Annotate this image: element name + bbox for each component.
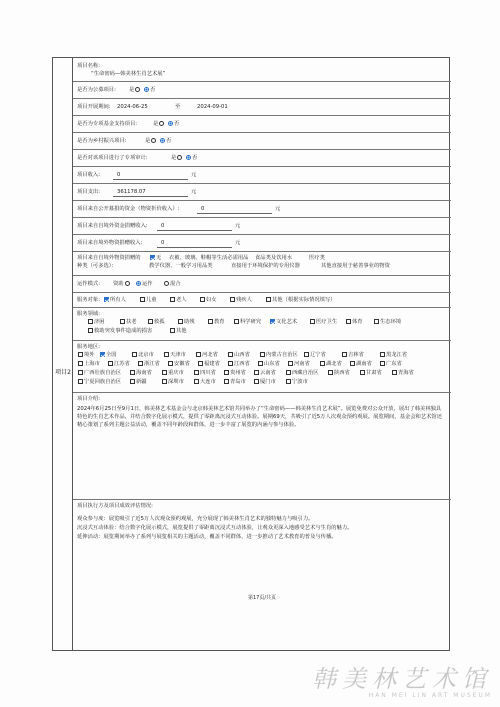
charity-no-label: 否 [150,87,156,93]
field-checkbox[interactable] [88,328,93,333]
region-option [197,361,220,368]
target-checkbox[interactable] [200,297,205,302]
region-option-label: 宁夏回族自治区 [84,379,122,385]
region-checkbox[interactable] [392,370,397,375]
side-label: 项目2 [55,369,71,376]
rural-yes-label: 是 [145,138,151,144]
region-checkbox[interactable] [100,352,105,357]
region-checkbox[interactable] [224,379,229,384]
field-option [233,319,261,326]
charity-yes-radio[interactable] [135,87,140,92]
region-option-label: 大连市 [200,379,216,385]
target-option-label: 妇女 [206,297,217,303]
region-checkbox[interactable] [304,352,309,357]
field-option-label: 助残 [184,319,195,325]
row-project-name [73,58,451,82]
target-option [229,297,252,304]
mode-label: 运作模式: [77,281,100,287]
mode-option-fund [113,281,131,288]
row-income [73,167,451,184]
rural-options [145,138,171,145]
project-name-value: “生命密码—韩美林生肖艺术展” [91,71,166,77]
public-income-unit: 元 [275,206,281,212]
field-option [373,319,401,326]
region-option-label: 重庆市 [168,370,184,376]
period-start: 2024-06-25 [117,104,148,110]
field-checkbox[interactable] [148,319,153,324]
project-table [52,57,450,651]
region-option [349,361,372,368]
region-option [161,379,184,386]
self-income-unit: 元 [235,223,241,229]
mode-operate-radio[interactable] [136,281,141,286]
region-checkbox[interactable] [258,361,263,366]
field-option-label: 文化艺术 [276,319,298,325]
region-option [193,379,216,386]
field-option-label: 教育 [214,319,225,325]
region-option-label: 河南省 [294,361,310,367]
region-option [227,361,250,368]
region-option [195,352,218,359]
region-checkbox[interactable] [194,370,199,375]
effect-line: 沉浸式互动体验：结合数字化展示模式，展览提供了零距离沉浸式互动体验，让观众更深入地感受艺术与生肖的魅力。 [77,525,353,531]
region-option [129,379,147,386]
field-option [269,319,297,326]
region-checkbox[interactable] [162,370,167,375]
region-checkbox[interactable] [228,352,233,357]
region-checkbox[interactable] [138,361,143,366]
field-option-label: 体育 [352,319,363,325]
self-income-underline [157,230,232,231]
field-checkbox[interactable] [88,319,93,324]
museum-watermark [312,659,492,699]
target-option-label: 老人 [176,297,187,303]
region-checkbox[interactable] [228,361,233,366]
field-option [345,319,363,326]
region-option-label: 全国 [106,352,117,358]
row-field [73,308,451,341]
field-checkbox[interactable] [178,319,183,324]
region-option-label: 北京市 [138,352,154,358]
region-checkbox[interactable] [288,361,293,366]
income-label: 项目收入: [77,172,100,178]
region-option-label: 青海省 [398,370,414,376]
region-option-label: 安徽省 [174,361,190,367]
region-checkbox[interactable] [196,352,201,357]
expense-label: 项目支出: [77,189,100,195]
region-option [319,361,342,368]
field-checkbox[interactable] [234,319,239,324]
region-option [137,361,160,368]
region-option [193,370,216,377]
mode-mixed-label: 混合 [170,281,181,287]
field-checkbox[interactable] [208,319,213,324]
goods-line1-item: 衣被、玻璃、鞋帽等生活必需用品 [169,255,249,261]
region-option [163,352,186,359]
region-option-label: 江西省 [234,361,250,367]
mode-option-operate [135,281,153,288]
income-value: 0 [117,172,121,178]
field-checkbox[interactable] [374,319,379,324]
region-option-label: 西藏自治区 [292,370,319,376]
region-option [285,370,319,377]
row-goods-type [73,252,451,276]
row-audit [73,150,451,167]
region-option-label: 黑龙江省 [386,352,408,358]
rural-yes-radio[interactable] [151,138,156,143]
goods-type-label-1: 项目来自自境外物资捐赠的 [77,255,141,261]
region-option [257,361,280,368]
region-option [99,352,117,359]
region-option-label: 云南省 [260,370,276,376]
region-checkbox[interactable] [130,370,135,375]
row-expense [73,184,451,201]
field-checkbox[interactable] [270,319,275,324]
audit-yes-radio[interactable] [177,155,182,160]
region-option-label: 天津市 [170,352,186,358]
goods-line1-item: 医疗类 [309,255,325,261]
special-fund-no-label: 否 [174,121,180,127]
target-option-label: 其他（根据实际情况填写） [272,297,336,303]
field-checkbox[interactable] [346,319,351,324]
region-option [77,379,121,386]
target-option [169,297,187,304]
row-goods-income [73,235,451,252]
target-checkbox[interactable] [170,297,175,302]
period-end: 2024-09-01 [197,104,228,110]
region-checkbox[interactable] [360,370,365,375]
region-option [379,352,407,359]
region-checkbox[interactable] [342,352,347,357]
region-checkbox[interactable] [194,379,199,384]
target-all-checkbox[interactable] [104,297,109,302]
region-checkbox[interactable] [108,361,113,366]
region-checkbox[interactable] [130,379,135,384]
region-option [227,352,250,359]
region-option [161,370,184,377]
income-unit: 元 [191,172,197,178]
region-checkbox[interactable] [78,370,83,375]
region-option-label: 海南省 [136,370,152,376]
region-checkbox[interactable] [168,361,173,366]
audit-no-label: 否 [192,155,198,161]
region-checkbox[interactable] [380,361,385,366]
goods-line2-item: 教学仪器、一般学习用品类 [149,263,213,269]
region-checkbox[interactable] [78,352,83,357]
region-option [287,361,310,368]
charity-options [129,87,155,94]
region-checkbox[interactable] [254,370,259,375]
region-checkbox[interactable] [286,370,291,375]
expense-value: 361178.07 [117,189,146,195]
goods-income-underline [157,247,232,248]
field-option [87,319,105,326]
goods-line2-item: 直接用于环境保护的专用仪器 [231,263,300,269]
region-option-label: 吉林省 [348,352,364,358]
region-option [253,370,276,377]
target-option [103,297,126,304]
region-option [77,370,121,377]
field-option-label: 医疗卫生 [316,319,338,325]
field-option [207,319,225,326]
region-checkbox[interactable] [320,361,325,366]
goods-income-label: 项目来自境外物资捐赠收入: [77,240,143,246]
region-option-label: 境外 [84,352,95,358]
watermark-text: HAN MEI LIN ART MUSEUM [368,692,492,699]
goods-line1-item: 食品类及饮用水 [255,255,293,261]
region-option [253,379,276,386]
region-checkbox[interactable] [132,352,137,357]
region-option-label: 宁波市 [292,379,308,385]
field-option [169,328,187,335]
field-option [177,319,195,326]
special-fund-options [153,121,179,128]
intro-text: 2024年6月25日至9月1日，韩美林艺术基金会与北京韩美林艺术馆共同举办了“生命密码——韩美林生肖艺术展”。展览免费对公众开放，展出了韩美林独具特色的生肖艺术作品，并结合数字化展示模式，提供了零距离沉浸式互动体验。展期69天，共吸引了近5万人次观众预约观展。展览期间，基金会和艺术馆还精心策划了系列主题公益活动，覆盖不同年龄段和群体，进一步丰富了展览的内涵与参与体验。 [77,406,443,428]
audit-no-radio[interactable] [186,155,191,160]
target-option [139,297,157,304]
goods-none [149,255,161,262]
region-option-label: 新疆 [136,379,147,385]
goods-none-checkbox[interactable] [150,255,155,260]
region-option [391,370,414,377]
field-option-label: 救孤 [154,319,165,325]
page-number: 第17页/共页 [247,595,277,601]
charity-label: 是否为公募项目: [77,87,116,93]
region-option [77,352,95,359]
special-fund-label: 是否为专项基金支持项目: [77,121,138,127]
effect-line: 观众参与度：展览吸引了近5万人次观众预约观展，充分展现了韩美林生肖艺术的独特魅力与吸引力。 [77,516,314,522]
special-fund-yes-radio[interactable] [159,121,164,126]
region-option-label: 江苏省 [114,361,130,367]
region-option [379,361,402,368]
region-checkbox[interactable] [78,379,83,384]
region-checkbox[interactable] [224,370,229,375]
region-option-label: 陕西省 [334,370,350,376]
field-option-label: 扶老 [126,319,137,325]
row-effect [73,500,451,652]
region-option [359,370,382,377]
period-label: 项目开展期间: [77,104,111,110]
region-option-label: 厦门市 [260,379,276,385]
field-option [147,319,165,326]
public-income-value: 0 [201,206,205,212]
rural-label: 是否为乡村振兴项目: [77,138,127,144]
rural-no-radio[interactable] [160,138,165,143]
field-option [119,319,137,326]
region-checkbox[interactable] [260,352,265,357]
region-option [259,352,298,359]
region-option-label: 山西省 [234,352,250,358]
field-option-label: 济困 [94,319,105,325]
region-checkbox[interactable] [254,379,259,384]
region-option [223,370,246,377]
region-checkbox[interactable] [198,361,203,366]
rural-no-label: 否 [166,138,172,144]
goods-income-unit: 元 [235,240,241,246]
region-option-label: 四川省 [200,370,216,376]
row-region [73,341,451,393]
region-option-label: 福建省 [204,361,220,367]
region-option-label: 山东省 [264,361,280,367]
expense-underline [113,196,188,197]
audit-label: 是否对该项目进行了专项审计: [77,155,148,161]
region-option [285,379,308,386]
region-option-label: 辽宁省 [310,352,326,358]
mode-option-mixed [163,281,181,288]
region-option-label: 广西壮族自治区 [84,370,122,376]
project-name-label: 项目名称: [77,63,100,69]
row-self-income [73,218,451,235]
target-option-label: 残疾人 [236,297,252,303]
public-income-label: 项目来自公开募捐的资金（物资折价收入）: [77,206,180,212]
region-option [131,352,154,359]
region-option-label: 甘肃省 [366,370,382,376]
region-option-label: 湖北省 [326,361,342,367]
income-underline [113,179,188,180]
region-option [341,352,364,359]
region-option [303,352,326,359]
mode-mixed-radio[interactable] [164,281,169,286]
field-checkbox[interactable] [170,328,175,333]
field-checkbox[interactable] [310,319,315,324]
expense-unit: 元 [191,189,197,195]
goods-line2-item: 其他直接用于慈善事业的物资 [321,263,390,269]
region-option-label: 内蒙古自治区 [266,352,298,358]
region-option [167,361,190,368]
region-option [327,370,350,377]
target-all-label: 所有人 [110,297,126,303]
region-label: 服务地区: [77,344,100,350]
row-charity [73,82,451,99]
region-option [129,370,152,377]
goods-type-label-2: 种类（可多选）： [77,263,117,269]
target-option [199,297,217,304]
self-income-label: 项目来自自境外资金捐赠收入: [77,223,148,229]
target-checkbox[interactable] [266,297,271,302]
row-rural [73,133,451,150]
region-checkbox[interactable] [286,379,291,384]
field-option-label: 其他 [176,328,187,334]
region-option [223,379,246,386]
region-option-label: 广东省 [386,361,402,367]
region-option-label: 河北省 [202,352,218,358]
side-column [53,58,73,650]
field-option [87,328,152,335]
audit-yes-label: 是 [171,155,177,161]
region-checkbox[interactable] [380,352,385,357]
target-checkbox[interactable] [140,297,145,302]
goods-none-label: 无 [156,255,162,261]
row-target [73,293,451,308]
field-option-label: 科学研究 [240,319,262,325]
field-option-label: 生态环境 [380,319,402,325]
self-income-value: 0 [161,223,165,229]
row-intro [73,393,451,500]
region-option [77,361,100,368]
region-checkbox[interactable] [164,352,169,357]
goods-income-value: 0 [161,240,165,246]
row-public-income [73,201,451,218]
target-option [265,297,336,304]
target-checkbox[interactable] [230,297,235,302]
field-option [309,319,337,326]
region-option-label: 青岛市 [230,379,246,385]
field-option-label: 救助突发事件造成的损害 [94,328,153,334]
region-option-label: 湖南省 [356,361,372,367]
special-fund-yes-label: 是 [153,121,159,127]
region-checkbox[interactable] [350,361,355,366]
intro-label: 项目介绍: [77,396,100,402]
target-label: 服务对象: [77,297,100,303]
region-option-label: 贵州省 [230,370,246,376]
period-to: 至 [175,104,181,110]
field-checkbox[interactable] [120,319,125,324]
region-option-label: 上海市 [84,361,100,367]
charity-no-radio[interactable] [144,87,149,92]
audit-options [171,155,197,162]
region-option [107,361,130,368]
target-option-label: 儿童 [146,297,157,303]
special-fund-no-radio[interactable] [168,121,173,126]
public-income-underline [197,213,272,214]
mode-operate-label: 运作 [142,281,153,287]
watermark-art: 韩美林艺术馆 [312,665,492,693]
row-period [73,99,451,116]
region-checkbox[interactable] [328,370,333,375]
effect-line: 延伸活动：展览期间举办了系列与展览相关的主题活动，覆盖不同群体，进一步推动了艺术教育的普及与传播。 [77,534,337,540]
field-label: 服务领域: [77,311,100,317]
region-checkbox[interactable] [78,361,83,366]
region-option-label: 浙江省 [144,361,160,367]
charity-yes-label: 是 [129,87,135,93]
mode-fund-radio[interactable] [125,281,130,286]
mode-fund-label: 资助 [113,281,124,287]
row-special-fund [73,116,451,133]
region-option-label: 深圳市 [168,379,184,385]
row-mode [73,276,451,293]
region-checkbox[interactable] [162,379,167,384]
effect-label: 项目执行方及项目成效评估情况: [77,503,153,509]
